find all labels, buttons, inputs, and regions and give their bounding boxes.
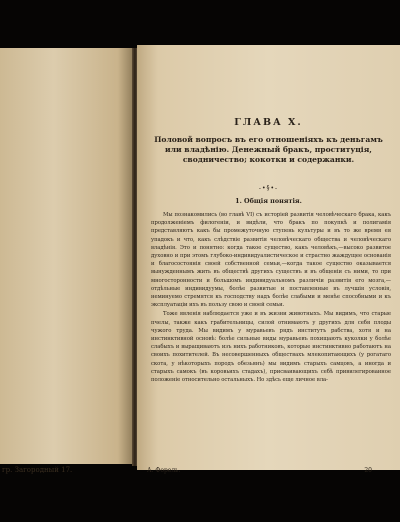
page-number: 20 <box>364 467 372 474</box>
chapter-heading: Половой вопросъ въ его отношеніяхъ къ деньгамъ или владѣнію. Денежный бракъ, проституція, сводничество; кокотки и содержанки. <box>154 135 383 164</box>
paragraph-2: Тоже явленія наблюдается уже и въ жизни животныхъ. Мы видимъ, что старые пчелы, также какъ грабительницы, силой отнимаютъ у другихъ для себя плоды чужого труда. Мы видимъ у муравьевъ рядъ институтъ рабства, хотя и на инстинктивной основѣ: болѣе сильные виды муравьевъ похищаютъ куколки у болѣе слабыхъ и выращиваютъ изъ нихъ работниковъ, которые инстинктивно работаютъ на своихъ похитителей. Въ несовершенныхъ обществахъ млекопитающихъ (у рогатаго скота, у нѣкоторыхъ породъ обезьянъ) мы видимъ старыхъ самцовъ, а иногда и старыхъ самокъ (въ коровьихъ стадахъ), присваивающихъ себѣ привилегированное положеніе относительно остальныхъ. Но здѣсь еще личное вла- <box>151 311 391 384</box>
body-text <box>151 211 391 384</box>
author-footer: А. Форель. <box>147 467 181 474</box>
left-page <box>0 48 134 474</box>
chapter-title: ГЛАВА X. <box>234 117 303 128</box>
right-page <box>137 45 400 474</box>
left-page-footer: гр. Загородный 17. <box>2 466 73 474</box>
ornament-divider: -•§•- <box>258 185 279 192</box>
section-title: 1. Общія понятія. <box>235 197 302 205</box>
paragraph-1: Мы познакомились (во главѣ VI) съ исторіей развитія человѣческаго брака, какъ продолженіемъ филогеніи, и видѣли, что бракъ по покупкѣ и полигамія представляютъ какъ бы промежуточную ступень культуры и въ то же время ея упадокъ и что, какъ слѣдствіе развитія человѣческаго общества и человѣческаго владѣнія. Это и понятно: когда такое существо, какъ человѣкъ,—высоко развитое духовно и при этомъ глубоко-индивидуалистическое и страстно жаждущее основанія и благосостоянія своей собственной семьи,—когда такое существо оказывается вынужденнымъ жить въ обществѣ другихъ существъ и въ общеніи съ ними, то при многосторонности и большомъ индивидуальномъ различіи развитія его мозга,—отдѣльные индивидуумы, болѣе развитые и поставленные въ лучшія условія, неминуемо стремятся къ господству надъ болѣе слабыми и менѣе способными и къ эксплуатаціи ихъ въ пользу свою и своей семьи. <box>151 212 391 309</box>
